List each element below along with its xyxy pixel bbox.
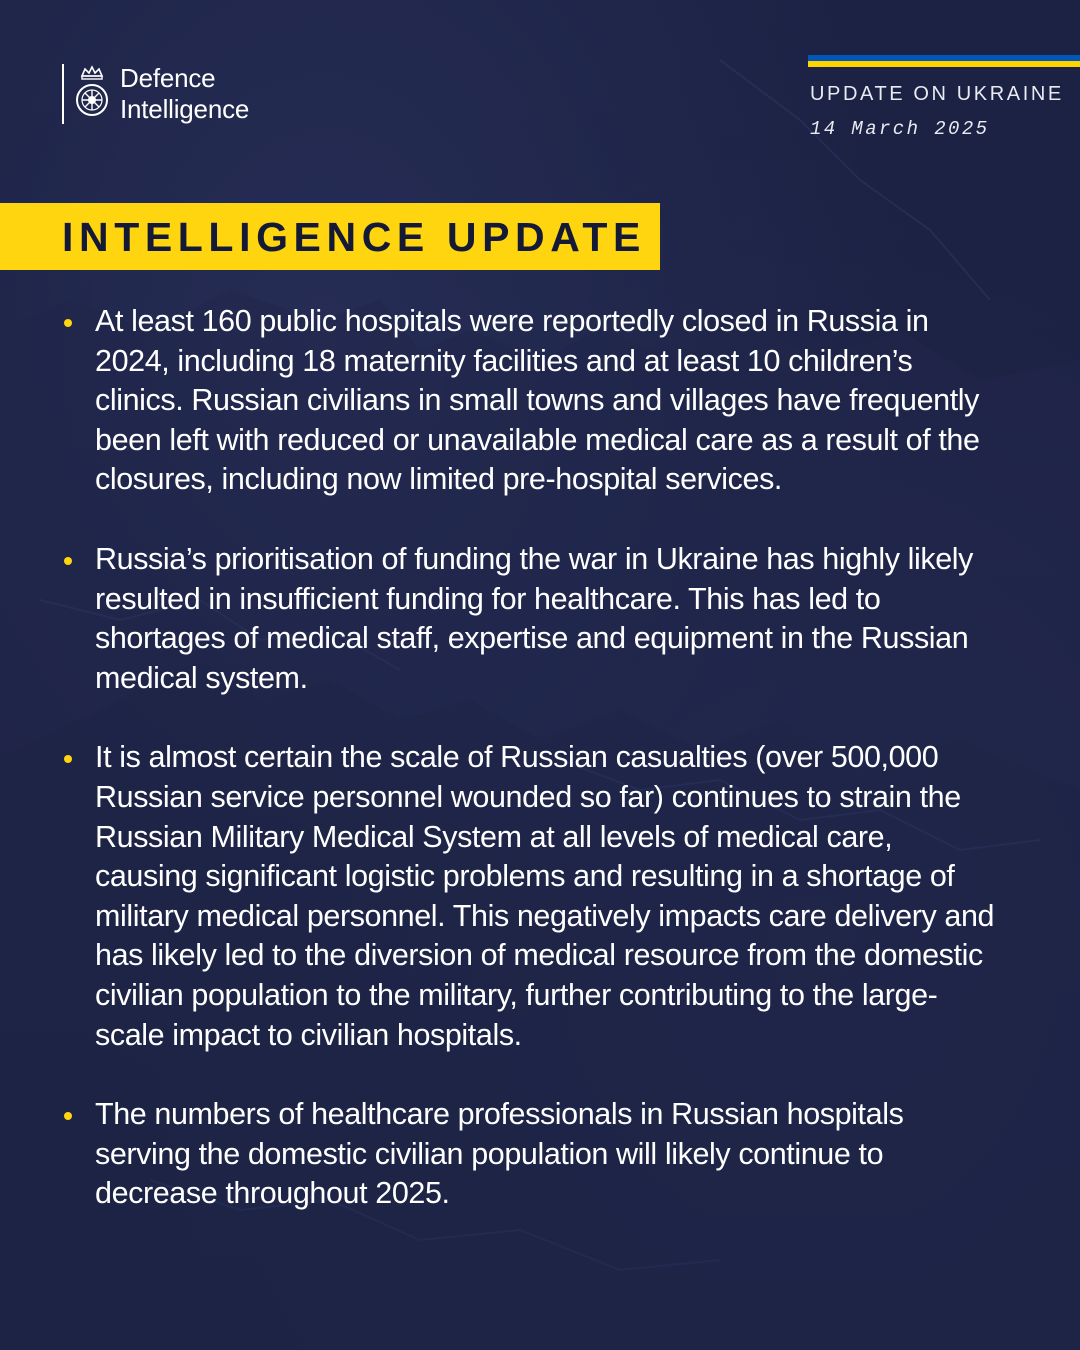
bullet-item: [62, 540, 1002, 698]
banner-title: INTELLIGENCE UPDATE: [62, 214, 646, 260]
update-date: 14 March 2025: [810, 118, 990, 140]
bullet-text: At least 160 public hospitals were reportedly closed in Russia in 2024, including 18 maternity facilities and at least 10 children’s clinics. Russian civilians in small towns and villages have frequently been left with reduced or unavailable medical care as a result of the closures, including now limited pre-hospital services.: [95, 304, 980, 497]
bullet-dot-icon: [64, 557, 72, 565]
logo-divider: [62, 64, 64, 124]
flag-yellow-band: [808, 61, 1080, 67]
ukraine-flag-stripe: [808, 55, 1080, 67]
bullet-text: The numbers of healthcare professionals in Russian hospitals serving the domestic civilian population will likely continue to decrease throughout 2025.: [95, 1097, 904, 1211]
bullet-item: [62, 1095, 1002, 1214]
bullet-dot-icon: [64, 319, 72, 327]
intelligence-update-banner: [0, 203, 660, 270]
bullet-item: [62, 738, 1002, 1055]
update-label: UPDATE ON UKRAINE: [810, 83, 1064, 105]
logo-line-1: Defence: [120, 63, 216, 93]
defence-intelligence-logo: [62, 62, 249, 126]
bullet-item: [62, 302, 1002, 500]
bullet-dot-icon: [64, 755, 72, 763]
logo-line-2: Intelligence: [120, 94, 250, 124]
bullet-text: Russia’s prioritisation of funding the war in Ukraine has highly likely resulted in insufficient funding for healthcare. This has led to shortages of medical staff, expertise and equipment in the Russian medical system.: [95, 541, 974, 695]
bullet-list: [62, 302, 1002, 1254]
logo-wordmark: [120, 63, 249, 125]
crest-icon: [72, 64, 112, 124]
bullet-text: It is almost certain the scale of Russian casualties (over 500,000 Russian service personnel wounded so far) continues to strain the Russian Military Medical System at all levels of medical care, causing significant logistic problems and resulting in a shortage of military medical personnel. This negatively impacts care delivery and has likely led to the diversion of medical resource from the domestic civilian population to the military, further contributing to the large-scale impact to civilian hospitals.: [95, 740, 995, 1052]
bullet-dot-icon: [64, 1112, 72, 1120]
